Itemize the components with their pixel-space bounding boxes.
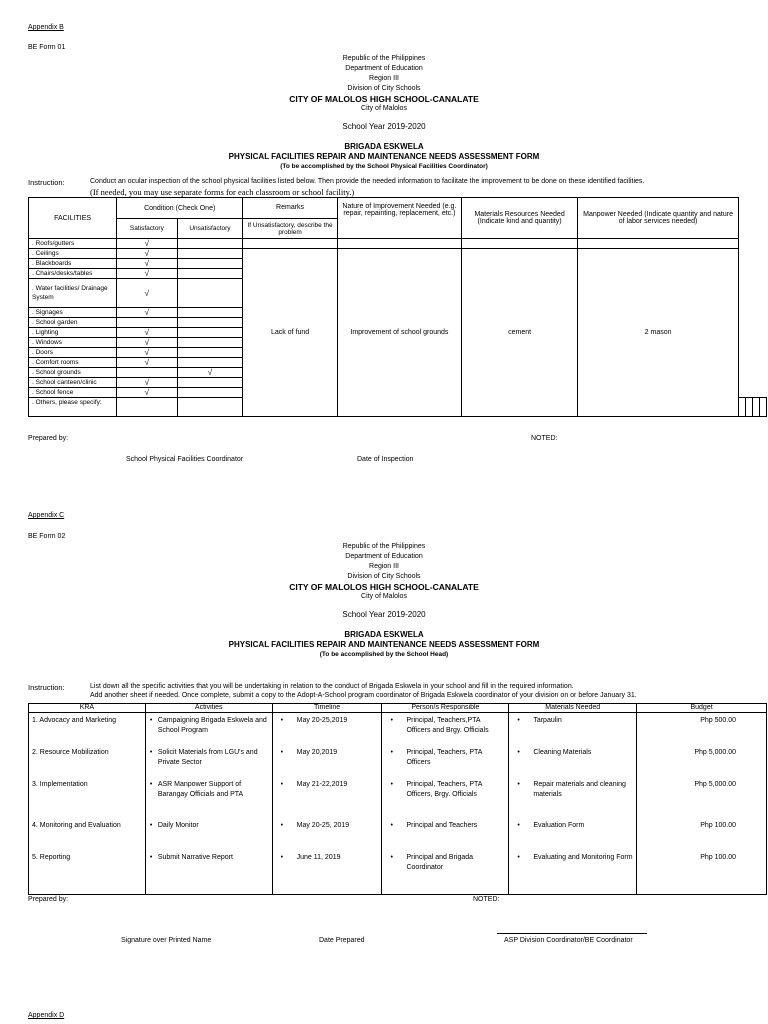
appendix-c-header <box>0 542 768 660</box>
header-division: Division of City Schools <box>347 573 421 580</box>
satisfactory-check: √ <box>117 388 178 398</box>
kra-cell: 2. Resource Mobilization <box>29 745 146 777</box>
facility-row-label: . Windows <box>29 338 117 348</box>
col-materials: Materials Resources Needed (Indicate kind and quantity) <box>461 198 577 239</box>
signature-line <box>497 933 647 934</box>
prepared-by-label: Prepared by: <box>28 896 69 903</box>
nature-value: Improvement of school grounds <box>337 249 461 417</box>
unsatisfactory-check <box>177 308 243 318</box>
person-text: Principal and Teachers <box>406 821 478 829</box>
instruction-text: Conduct an ocular inspection of the school physical facilities listed below. Then provide the needed information to facilitate the improvement to be done on these identified facilities. <box>90 178 645 185</box>
bullet-icon: • <box>517 821 520 829</box>
timeline-text: May 20-25, 2019 <box>296 821 350 829</box>
noted-label: NOTED: <box>473 896 500 903</box>
instruction-text-line2: Add another sheet if needed. Once complete, submit a copy to the Adopt-A-School program coordinator of Brigada Eskwela coordinator of your division on or before January 31. <box>90 692 637 699</box>
bullet-icon: • <box>280 821 284 829</box>
col-timeline: Timeline <box>272 704 382 713</box>
satisfactory-check <box>117 398 178 417</box>
date-of-inspection-label: Date of Inspection <box>357 456 414 463</box>
bullet-icon: • <box>517 780 520 788</box>
materials-text: Tarpaulin <box>533 717 562 724</box>
unsatisfactory-check <box>177 249 243 259</box>
satisfactory-check: √ <box>117 269 178 279</box>
unsatisfactory-check <box>177 398 243 417</box>
materials-value: cement <box>461 249 577 417</box>
bullet-icon: • <box>390 853 393 861</box>
manpower-cell <box>578 239 739 249</box>
facility-row-label: . School canteen/clinic <box>29 378 117 388</box>
person-text: Principal, Teachers,PTA Officers and Brgy. Officials <box>406 717 489 734</box>
header-deped: Department of Education <box>345 65 423 72</box>
unsatisfactory-check <box>177 279 243 308</box>
asp-coordinator-label: ASP Division Coordinator/BE Coordinator <box>504 937 633 944</box>
form-subtitle: (To be accomplished by the School Physical Facilities Coordinator) <box>280 163 488 170</box>
col-nature: Nature of Improvement Needed (e.g. repair, repainting, replacement, etc.) <box>337 198 461 239</box>
date-prepared-label: Date Prepared <box>319 937 365 944</box>
materials-cell <box>509 850 637 895</box>
unsatisfactory-check <box>177 259 243 269</box>
instruction-text-line1: List down all the specific activities that you will be undertaking in relation to the conduct of Brigada Eskwela in your school and fill in the required information. <box>90 683 574 690</box>
satisfactory-check: √ <box>117 308 178 318</box>
header-city: City of Malolos <box>361 105 407 112</box>
header-school-name: CITY OF MALOLOS HIGH SCHOOL-CANALATE <box>289 582 479 592</box>
activity-text: Submit Narrative Report <box>157 853 233 861</box>
bullet-icon: • <box>149 780 153 788</box>
materials-cell <box>509 777 637 818</box>
kra-cell: 1. Advocacy and Marketing <box>29 713 146 745</box>
bullet-icon: • <box>280 780 284 788</box>
satisfactory-check: √ <box>117 358 178 368</box>
header-school-name: CITY OF MALOLOS HIGH SCHOOL-CANALATE <box>289 94 479 104</box>
activity-cell <box>145 850 272 895</box>
bullet-icon: • <box>390 821 393 829</box>
prepared-by-label: Prepared by: <box>28 435 69 442</box>
activity-text: Solicit Materials from LGU's and Private Sector <box>157 748 258 766</box>
budget-cell: Php 100.00 <box>637 818 767 850</box>
timeline-text: May 21-22,2019 <box>296 780 348 788</box>
instruction-note: (If needed, you may use separate forms for each classroom or school facility.) <box>90 187 355 197</box>
header-deped: Department of Education <box>345 553 423 560</box>
col-facilities: FACILITIES <box>29 198 117 239</box>
timeline-cell <box>272 850 382 895</box>
materials-text: Repair materials and cleaning materials <box>533 780 626 798</box>
unsatisfactory-check <box>177 318 243 328</box>
satisfactory-check: √ <box>117 348 178 358</box>
appendix-c-label: Appendix C <box>28 512 65 519</box>
materials-cell <box>461 239 577 249</box>
facility-row-label: . Others, please specify: <box>29 398 117 417</box>
unsatisfactory-check <box>177 348 243 358</box>
bullet-icon: • <box>280 748 284 756</box>
bullet-icon: • <box>390 748 393 756</box>
col-condition: Condition (Check One) <box>117 198 243 219</box>
header-republic: Republic of the Philippines <box>342 55 426 62</box>
facility-row-label: . Chairs/desks/tables <box>29 269 117 279</box>
bullet-icon: • <box>390 780 393 788</box>
bullet-icon: • <box>280 853 284 861</box>
col-remarks-sub: If Unsatisfactory, describe the problem <box>243 219 338 239</box>
satisfactory-check: √ <box>117 249 178 259</box>
facilities-assessment-table <box>28 197 767 417</box>
header-republic: Republic of the Philippines <box>342 543 426 550</box>
col-satisfactory: Satisfactory <box>117 219 178 239</box>
col-kra: KRA <box>29 704 146 713</box>
form-title-brigada: BRIGADA ESKWELA <box>344 142 424 151</box>
instruction-label: Instruction: <box>28 683 65 692</box>
budget-cell: Php 500.00 <box>637 713 767 745</box>
unsatisfactory-check <box>177 338 243 348</box>
header-region: Region III <box>369 563 399 570</box>
activity-cell <box>145 745 272 777</box>
materials-text: Cleaning Materials <box>533 748 592 756</box>
person-text: Principal, Teachers, PTA Officers <box>406 748 483 766</box>
timeline-cell <box>272 713 382 745</box>
col-remarks: Remarks <box>243 198 338 219</box>
bullet-icon: • <box>149 717 153 724</box>
facility-row-label: . Signages <box>29 308 117 318</box>
activity-text: Campaigning Brigada Eskwela and School Program <box>157 717 267 734</box>
unsatisfactory-check <box>177 239 243 249</box>
timeline-cell <box>272 745 382 777</box>
nature-cell <box>746 398 753 417</box>
col-persons-responsible: Person/s Responsible <box>382 704 509 713</box>
timeline-text: June 11, 2019 <box>296 853 341 861</box>
unsatisfactory-check <box>177 388 243 398</box>
timeline-cell <box>272 818 382 850</box>
be-form-02-label: BE Form 02 <box>28 533 66 540</box>
manpower-value: 2 mason <box>578 249 739 417</box>
form-title-brigada: BRIGADA ESKWELA <box>344 630 424 639</box>
header-region: Region III <box>369 75 399 82</box>
unsatisfactory-check <box>177 269 243 279</box>
bullet-icon: • <box>149 853 153 861</box>
nature-cell <box>337 239 461 249</box>
kra-cell: 4. Monitoring and Evaluation <box>29 818 146 850</box>
bullet-icon: • <box>517 748 520 756</box>
header-school-year: School Year 2019-2020 <box>342 122 426 131</box>
person-text: Principal and Brigada Coordinator <box>406 853 474 871</box>
form-title-assessment: PHYSICAL FACILITIES REPAIR AND MAINTENANCE NEEDS ASSESSMENT FORM <box>228 152 540 161</box>
header-city: City of Malolos <box>361 593 407 600</box>
timeline-text: May 20-25,2019 <box>296 717 348 724</box>
satisfactory-check <box>117 318 178 328</box>
appendix-b-header <box>0 54 768 172</box>
header-school-year: School Year 2019-2020 <box>342 610 426 619</box>
facility-row-label: . Water facilities/ Drainage System <box>29 279 117 308</box>
coordinator-signature-label: School Physical Facilities Coordinator <box>126 456 244 463</box>
timeline-cell <box>272 777 382 818</box>
kra-cell: 3. Implementation <box>29 777 146 818</box>
materials-cell <box>509 818 637 850</box>
remarks-value: Lack of fund <box>243 249 338 417</box>
appendix-b-label: Appendix B <box>28 24 64 31</box>
facility-row-label: . School garden <box>29 318 117 328</box>
satisfactory-check: √ <box>117 378 178 388</box>
materials-cell <box>509 745 637 777</box>
form-title-assessment: PHYSICAL FACILITIES REPAIR AND MAINTENANCE NEEDS ASSESSMENT FORM <box>228 640 540 649</box>
col-activities: Activities <box>145 704 272 713</box>
timeline-text: May 20,2019 <box>296 748 338 756</box>
satisfactory-check <box>117 368 178 378</box>
activity-text: Daily Monitor <box>157 821 199 829</box>
unsatisfactory-check <box>177 358 243 368</box>
facility-row-label: . School fence <box>29 388 117 398</box>
activity-cell <box>145 777 272 818</box>
facility-row-label: . Doors <box>29 348 117 358</box>
manpower-cell <box>760 398 767 417</box>
person-text: Principal, Teachers, PTA Officers, Brgy. Officials <box>406 780 483 798</box>
facility-row-label: . School grounds <box>29 368 117 378</box>
form-subtitle: (To be accomplished by the School Head) <box>319 651 449 658</box>
person-cell <box>382 818 509 850</box>
budget-cell: Php 100.00 <box>637 850 767 895</box>
be-form-01-label: BE Form 01 <box>28 44 66 51</box>
materials-cell <box>509 713 637 745</box>
person-cell <box>382 850 509 895</box>
budget-cell: Php 5,000.00 <box>637 777 767 818</box>
signature-over-name-label: Signature over Printed Name <box>121 937 212 944</box>
person-cell <box>382 713 509 745</box>
materials-text: Evaluating and Monitoring Form <box>533 853 633 861</box>
activity-cell <box>145 713 272 745</box>
facility-row-label: . Lighting <box>29 328 117 338</box>
unsatisfactory-check: √ <box>177 368 243 378</box>
bullet-icon: • <box>390 717 393 724</box>
col-budget: Budget <box>637 704 767 713</box>
col-unsatisfactory: Unsatisfactory <box>177 219 243 239</box>
appendix-d-label: Appendix D <box>28 1012 65 1019</box>
facility-row-label: . Roofs/gutters <box>29 239 117 249</box>
noted-label: NOTED: <box>531 435 558 442</box>
col-materials-needed: Materials Needed <box>509 704 637 713</box>
bullet-icon: • <box>517 853 520 861</box>
facility-row-label: . Comfort rooms <box>29 358 117 368</box>
activity-text: ASR Manpower Support of Barangay Officials and PTA <box>157 780 244 798</box>
budget-cell: Php 5,000.00 <box>637 745 767 777</box>
person-cell <box>382 745 509 777</box>
activities-plan-table <box>28 703 767 895</box>
unsatisfactory-check <box>177 328 243 338</box>
satisfactory-check: √ <box>117 279 178 308</box>
satisfactory-check: √ <box>117 338 178 348</box>
bullet-icon: • <box>149 821 153 829</box>
materials-text: Evaluation Form <box>533 821 585 829</box>
remarks-cell <box>243 239 338 249</box>
col-manpower: Manpower Needed (Indicate quantity and nature of labor services needed) <box>578 198 739 239</box>
bullet-icon: • <box>280 717 284 724</box>
remarks-cell <box>739 398 746 417</box>
instruction-label: Instruction: <box>28 178 65 187</box>
unsatisfactory-check <box>177 378 243 388</box>
activity-cell <box>145 818 272 850</box>
satisfactory-check: √ <box>117 239 178 249</box>
person-cell <box>382 777 509 818</box>
header-division: Division of City Schools <box>347 85 421 92</box>
kra-cell: 5. Reporting <box>29 850 146 895</box>
bullet-icon: • <box>517 717 520 724</box>
satisfactory-check: √ <box>117 259 178 269</box>
satisfactory-check: √ <box>117 328 178 338</box>
materials-cell <box>753 398 760 417</box>
facility-row-label: . Blackboards <box>29 259 117 269</box>
facility-row-label: . Ceilings <box>29 249 117 259</box>
bullet-icon: • <box>149 748 153 756</box>
